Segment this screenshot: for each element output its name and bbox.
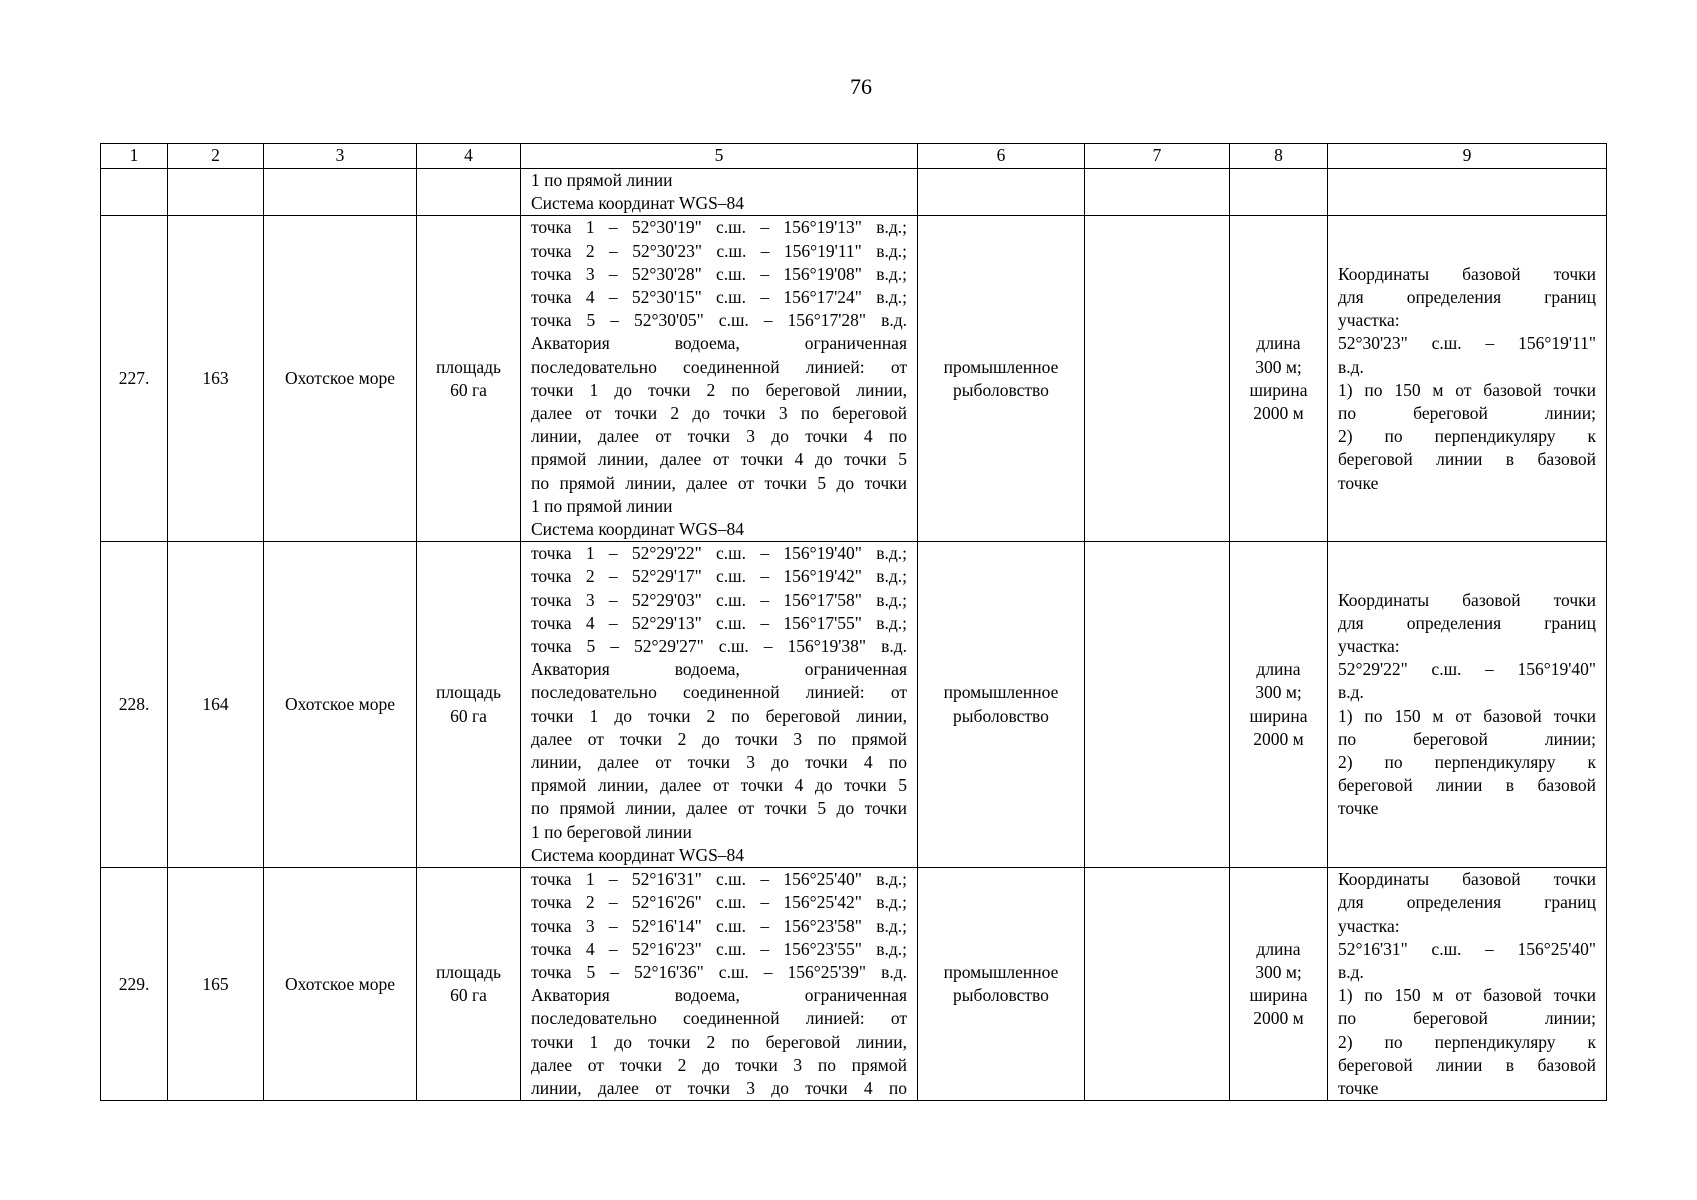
cell-empty bbox=[918, 169, 1085, 216]
dimension-line: 2000 м bbox=[1253, 728, 1304, 749]
purpose-cell bbox=[918, 216, 1085, 542]
column-header-7: 7 bbox=[1085, 144, 1230, 169]
description-line: последовательно соединенной линией: от bbox=[531, 1008, 907, 1029]
note-line: в.д. bbox=[1338, 682, 1364, 703]
description-line: точка 4 – 52°16'23" с.ш. – 156°23'55" в.д.; bbox=[531, 938, 907, 959]
site-id: 164 bbox=[168, 542, 264, 868]
water-body: Охотское море bbox=[264, 542, 417, 868]
description-line: точка 3 – 52°29'03" с.ш. – 156°17'58" в.д.; bbox=[531, 589, 907, 610]
area-label: площадь bbox=[436, 356, 501, 377]
note-line: точке bbox=[1338, 472, 1379, 493]
description-line: точка 1 – 52°29'22" с.ш. – 156°19'40" в.д.; bbox=[531, 543, 907, 564]
description-line: Система координат WGS–84 bbox=[531, 519, 745, 540]
note-line: участка: bbox=[1338, 636, 1400, 657]
dimension-line: ширина bbox=[1249, 379, 1308, 400]
description-line: точка 4 – 52°30'15" с.ш. – 156°17'24" в.д.; bbox=[531, 287, 907, 308]
description-line: Система координат WGS–84 bbox=[531, 193, 745, 214]
purpose-line: промышленное bbox=[943, 682, 1059, 703]
dimension-line: длина bbox=[1256, 659, 1301, 680]
note-line: Координаты базовой точки bbox=[1338, 589, 1596, 610]
note-line: 1) по 150 м от базовой точки bbox=[1338, 705, 1596, 726]
continuation-description bbox=[521, 169, 918, 216]
description-line: далее от точки 2 до точки 3 по береговой bbox=[531, 403, 907, 424]
water-body: Охотское море bbox=[264, 868, 417, 1101]
description-line: точки 1 до точки 2 по береговой линии, bbox=[531, 705, 907, 726]
purpose-line: рыболовство bbox=[953, 379, 1049, 400]
note-line: береговой линии в базовой bbox=[1338, 775, 1596, 796]
note-line: Координаты базовой точки bbox=[1338, 263, 1596, 284]
dimension-line: 300 м; bbox=[1255, 961, 1302, 982]
dimension-line: 300 м; bbox=[1255, 682, 1302, 703]
row-number: 227. bbox=[101, 216, 168, 542]
description-line: точки 1 до точки 2 по береговой линии, bbox=[531, 1031, 907, 1052]
description-line: линии, далее от точки 3 до точки 4 по bbox=[531, 1077, 907, 1098]
cell-empty bbox=[264, 169, 417, 216]
description-line: прямой линии, далее от точки 4 до точки 5 bbox=[531, 449, 907, 470]
area-label: площадь bbox=[436, 682, 501, 703]
purpose-line: промышленное bbox=[943, 356, 1059, 377]
description-line: прямой линии, далее от точки 4 до точки 5 bbox=[531, 775, 907, 796]
column-header-4: 4 bbox=[417, 144, 521, 169]
column-header-5: 5 bbox=[521, 144, 918, 169]
dimensions-cell bbox=[1230, 542, 1328, 868]
note-line: для определения границ bbox=[1338, 612, 1596, 633]
dimension-line: ширина bbox=[1249, 985, 1308, 1006]
dimensions-cell bbox=[1230, 868, 1328, 1101]
description-line: далее от точки 2 до точки 3 по прямой bbox=[531, 1054, 907, 1075]
note-line: 52°30'23" с.ш. – 156°19'11" bbox=[1338, 333, 1596, 354]
description-line: Акватория водоема, ограниченная bbox=[531, 985, 907, 1006]
note-line: 1) по 150 м от базовой точки bbox=[1338, 985, 1596, 1006]
description-line: точка 1 – 52°16'31" с.ш. – 156°25'40" в.д.; bbox=[531, 869, 907, 890]
site-id: 163 bbox=[168, 216, 264, 542]
description-line: точка 5 – 52°29'27" с.ш. – 156°19'38" в.д. bbox=[531, 636, 907, 657]
description-line: 1 по береговой линии bbox=[531, 821, 692, 842]
row-number: 229. bbox=[101, 868, 168, 1101]
note-line: в.д. bbox=[1338, 961, 1364, 982]
column-header-8: 8 bbox=[1230, 144, 1328, 169]
area-value: 60 га bbox=[450, 985, 487, 1006]
cell-empty bbox=[1085, 169, 1230, 216]
description-line: точка 2 – 52°16'26" с.ш. – 156°25'42" в.д.; bbox=[531, 892, 907, 913]
note-line: по береговой линии; bbox=[1338, 1008, 1596, 1029]
column-header-1: 1 bbox=[101, 144, 168, 169]
cell-empty bbox=[101, 169, 168, 216]
column-7-cell bbox=[1085, 216, 1230, 542]
note-line: 52°16'31" с.ш. – 156°25'40" bbox=[1338, 938, 1596, 959]
cell-empty bbox=[1328, 169, 1607, 216]
column-header-6: 6 bbox=[918, 144, 1085, 169]
description-line: по прямой линии, далее от точки 5 до точки bbox=[531, 472, 907, 493]
note-line: участка: bbox=[1338, 915, 1400, 936]
description-line: точки 1 до точки 2 по береговой линии, bbox=[531, 379, 907, 400]
note-line: Координаты базовой точки bbox=[1338, 869, 1596, 890]
cell-empty bbox=[417, 169, 521, 216]
base-point-notes bbox=[1328, 868, 1607, 1101]
description-line: точка 2 – 52°29'17" с.ш. – 156°19'42" в.д.; bbox=[531, 566, 907, 587]
note-line: по береговой линии; bbox=[1338, 403, 1596, 424]
area-cell bbox=[417, 868, 521, 1101]
description-line: Акватория водоема, ограниченная bbox=[531, 333, 907, 354]
row-number: 228. bbox=[101, 542, 168, 868]
column-number-row bbox=[101, 144, 1607, 169]
column-header-9: 9 bbox=[1328, 144, 1607, 169]
column-7-cell bbox=[1085, 542, 1230, 868]
table-row bbox=[101, 216, 1607, 542]
boundary-description bbox=[521, 868, 918, 1101]
description-line: линии, далее от точки 3 до точки 4 по bbox=[531, 752, 907, 773]
dimensions-cell bbox=[1230, 216, 1328, 542]
area-cell bbox=[417, 216, 521, 542]
description-line: Акватория водоема, ограниченная bbox=[531, 659, 907, 680]
column-7-cell bbox=[1085, 868, 1230, 1101]
dimension-line: длина bbox=[1256, 333, 1301, 354]
dimension-line: 2000 м bbox=[1253, 403, 1304, 424]
note-line: участка: bbox=[1338, 310, 1400, 331]
continuation-row bbox=[101, 169, 1607, 216]
description-line: последовательно соединенной линией: от bbox=[531, 356, 907, 377]
area-value: 60 га bbox=[450, 379, 487, 400]
description-line: линии, далее от точки 3 до точки 4 по bbox=[531, 426, 907, 447]
purpose-line: рыболовство bbox=[953, 985, 1049, 1006]
column-header-2: 2 bbox=[168, 144, 264, 169]
area-label: площадь bbox=[436, 961, 501, 982]
description-line: далее от точки 2 до точки 3 по прямой bbox=[531, 728, 907, 749]
registry-table bbox=[100, 143, 1607, 1101]
description-line: точка 1 – 52°30'19" с.ш. – 156°19'13" в.д.; bbox=[531, 217, 907, 238]
note-line: по береговой линии; bbox=[1338, 728, 1596, 749]
note-line: 52°29'22" с.ш. – 156°19'40" bbox=[1338, 659, 1596, 680]
description-line: последовательно соединенной линией: от bbox=[531, 682, 907, 703]
column-header-3: 3 bbox=[264, 144, 417, 169]
boundary-description bbox=[521, 216, 918, 542]
note-line: береговой линии в базовой bbox=[1338, 1054, 1596, 1075]
purpose-cell bbox=[918, 542, 1085, 868]
note-line: 2) по перпендикуляру к bbox=[1338, 1031, 1596, 1052]
note-line: береговой линии в базовой bbox=[1338, 449, 1596, 470]
description-line: точка 5 – 52°16'36" с.ш. – 156°25'39" в.д. bbox=[531, 961, 907, 982]
area-cell bbox=[417, 542, 521, 868]
table-row bbox=[101, 542, 1607, 868]
note-line: 2) по перпендикуляру к bbox=[1338, 752, 1596, 773]
cell-empty bbox=[1230, 169, 1328, 216]
purpose-line: рыболовство bbox=[953, 705, 1049, 726]
area-value: 60 га bbox=[450, 705, 487, 726]
note-line: для определения границ bbox=[1338, 287, 1596, 308]
dimension-line: 2000 м bbox=[1253, 1008, 1304, 1029]
description-line: 1 по прямой линии bbox=[531, 495, 673, 516]
site-id: 165 bbox=[168, 868, 264, 1101]
base-point-notes bbox=[1328, 542, 1607, 868]
description-line: точка 5 – 52°30'05" с.ш. – 156°17'28" в.д. bbox=[531, 310, 907, 331]
boundary-description bbox=[521, 542, 918, 868]
description-line: Система координат WGS–84 bbox=[531, 844, 745, 865]
dimension-line: 300 м; bbox=[1255, 356, 1302, 377]
description-line: точка 2 – 52°30'23" с.ш. – 156°19'11" в.д.; bbox=[531, 240, 907, 261]
description-line: 1 по прямой линии bbox=[531, 170, 673, 190]
base-point-notes bbox=[1328, 216, 1607, 542]
water-body: Охотское море bbox=[264, 216, 417, 542]
dimension-line: длина bbox=[1256, 938, 1301, 959]
note-line: 1) по 150 м от базовой точки bbox=[1338, 379, 1596, 400]
dimension-line: ширина bbox=[1249, 705, 1308, 726]
purpose-line: промышленное bbox=[943, 961, 1059, 982]
cell-empty bbox=[168, 169, 264, 216]
note-line: точке bbox=[1338, 1077, 1379, 1098]
table-row bbox=[101, 868, 1607, 1101]
description-line: по прямой линии, далее от точки 5 до точки bbox=[531, 798, 907, 819]
description-line: точка 3 – 52°30'28" с.ш. – 156°19'08" в.д.; bbox=[531, 263, 907, 284]
note-line: точке bbox=[1338, 798, 1379, 819]
purpose-cell bbox=[918, 868, 1085, 1101]
description-line: точка 3 – 52°16'14" с.ш. – 156°23'58" в.д.; bbox=[531, 915, 907, 936]
note-line: для определения границ bbox=[1338, 892, 1596, 913]
description-line: точка 4 – 52°29'13" с.ш. – 156°17'55" в.д.; bbox=[531, 612, 907, 633]
note-line: 2) по перпендикуляру к bbox=[1338, 426, 1596, 447]
note-line: в.д. bbox=[1338, 356, 1364, 377]
page-number: 76 bbox=[850, 74, 872, 99]
